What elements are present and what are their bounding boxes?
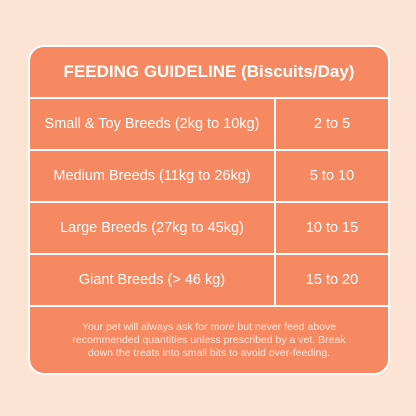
quantity-cell: 2 to 5: [313, 116, 351, 132]
breed-cell: Large Breeds (27kg to 45kg): [60, 220, 244, 236]
table-row: [30, 99, 388, 151]
table-title: FEEDING GUIDELINE (Biscuits/Day): [30, 47, 388, 99]
table-row: [30, 203, 388, 255]
breed-cell: Small & Toy Breeds (2kg to 10kg): [44, 116, 260, 132]
breed-cell: Medium Breeds (11kg to 26kg): [53, 168, 251, 184]
feeding-guideline-card: [28, 45, 390, 375]
breed-cell: Giant Breeds (> 46 kg): [78, 272, 226, 288]
quantity-cell: 5 to 10: [309, 168, 355, 184]
feeding-note-text: Your pet will always ask for more but never feed above recommended quantities unless prescribed by a vet. Break down the treats into small bits to avoid over-feeding.: [72, 320, 346, 359]
quantity-cell: 15 to 20: [305, 272, 359, 288]
table-row: [30, 255, 388, 307]
quantity-cell: 10 to 15: [305, 220, 359, 236]
table-row: [30, 151, 388, 203]
feeding-note: [30, 307, 388, 373]
